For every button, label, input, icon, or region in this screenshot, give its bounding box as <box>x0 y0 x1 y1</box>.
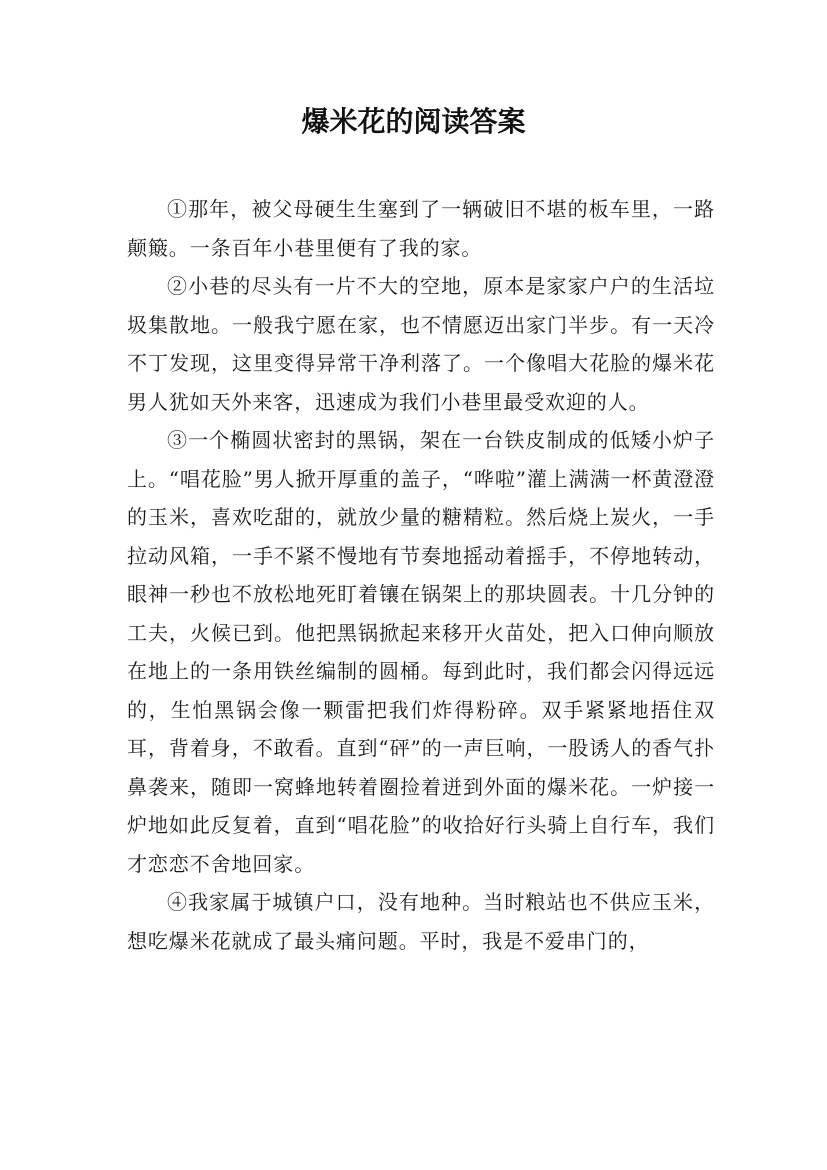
paragraph-3: ③一个椭圆状密封的黑锅，架在一台铁皮制成的低矮小炉子上。“唱花脸”男人掀开厚重的盖子，“哗啦”灌上满满一杯黄澄澄的玉米，喜欢吃甜的，就放少量的糖精粒。然后烧上炭火，一手拉动风箱，一手不紧不慢地有节奏地摇动着摇手，不停地转动，眼神一秒也不放松地死盯着镶在锅架上的那块圆表。十几分钟的工夫，火候已到。他把黑锅掀起来移开火苗处，把入口伸向顺放在地上的一条用铁丝编制的圆桶。每到此时，我们都会闪得远远的，生怕黑锅会像一颗雷把我们炸得粉碎。双手紧紧地捂住双耳，背着身，不敢看。直到“砰”的一声巨响，一股诱人的香气扑鼻袭来，随即一窝蜂地转着圈捡着迸到外面的爆米花。一炉接一炉地如此反复着，直到“唱花脸”的收拾好行头骑上自行车，我们才恋恋不舍地回家。 <box>127 428 715 876</box>
paragraph-2: ②小巷的尽头有一片不大的空地，原本是家家户户的生活垃圾集散地。一般我宁愿在家，也不情愿迈出家门半步。有一天冷不丁发现，这里变得异常干净利落了。一个像唱大花脸的爆米花男人犹如天外来客，迅速成为我们小巷里最受欢迎的人。 <box>127 274 715 414</box>
paragraph-4: ④我家属于城镇户口，没有地种。当时粮站也不供应玉米，想吃爆米花就成了最头痛问题。平时，我是不爱串门的， <box>127 890 715 953</box>
document-title: 爆米花的阅读答案 <box>301 105 526 138</box>
paragraph-1: ①那年，被父母硬生生塞到了一辆破旧不堪的板车里，一路颠簸。一条百年小巷里便有了我的家。 <box>127 197 715 260</box>
document-body <box>127 190 715 960</box>
